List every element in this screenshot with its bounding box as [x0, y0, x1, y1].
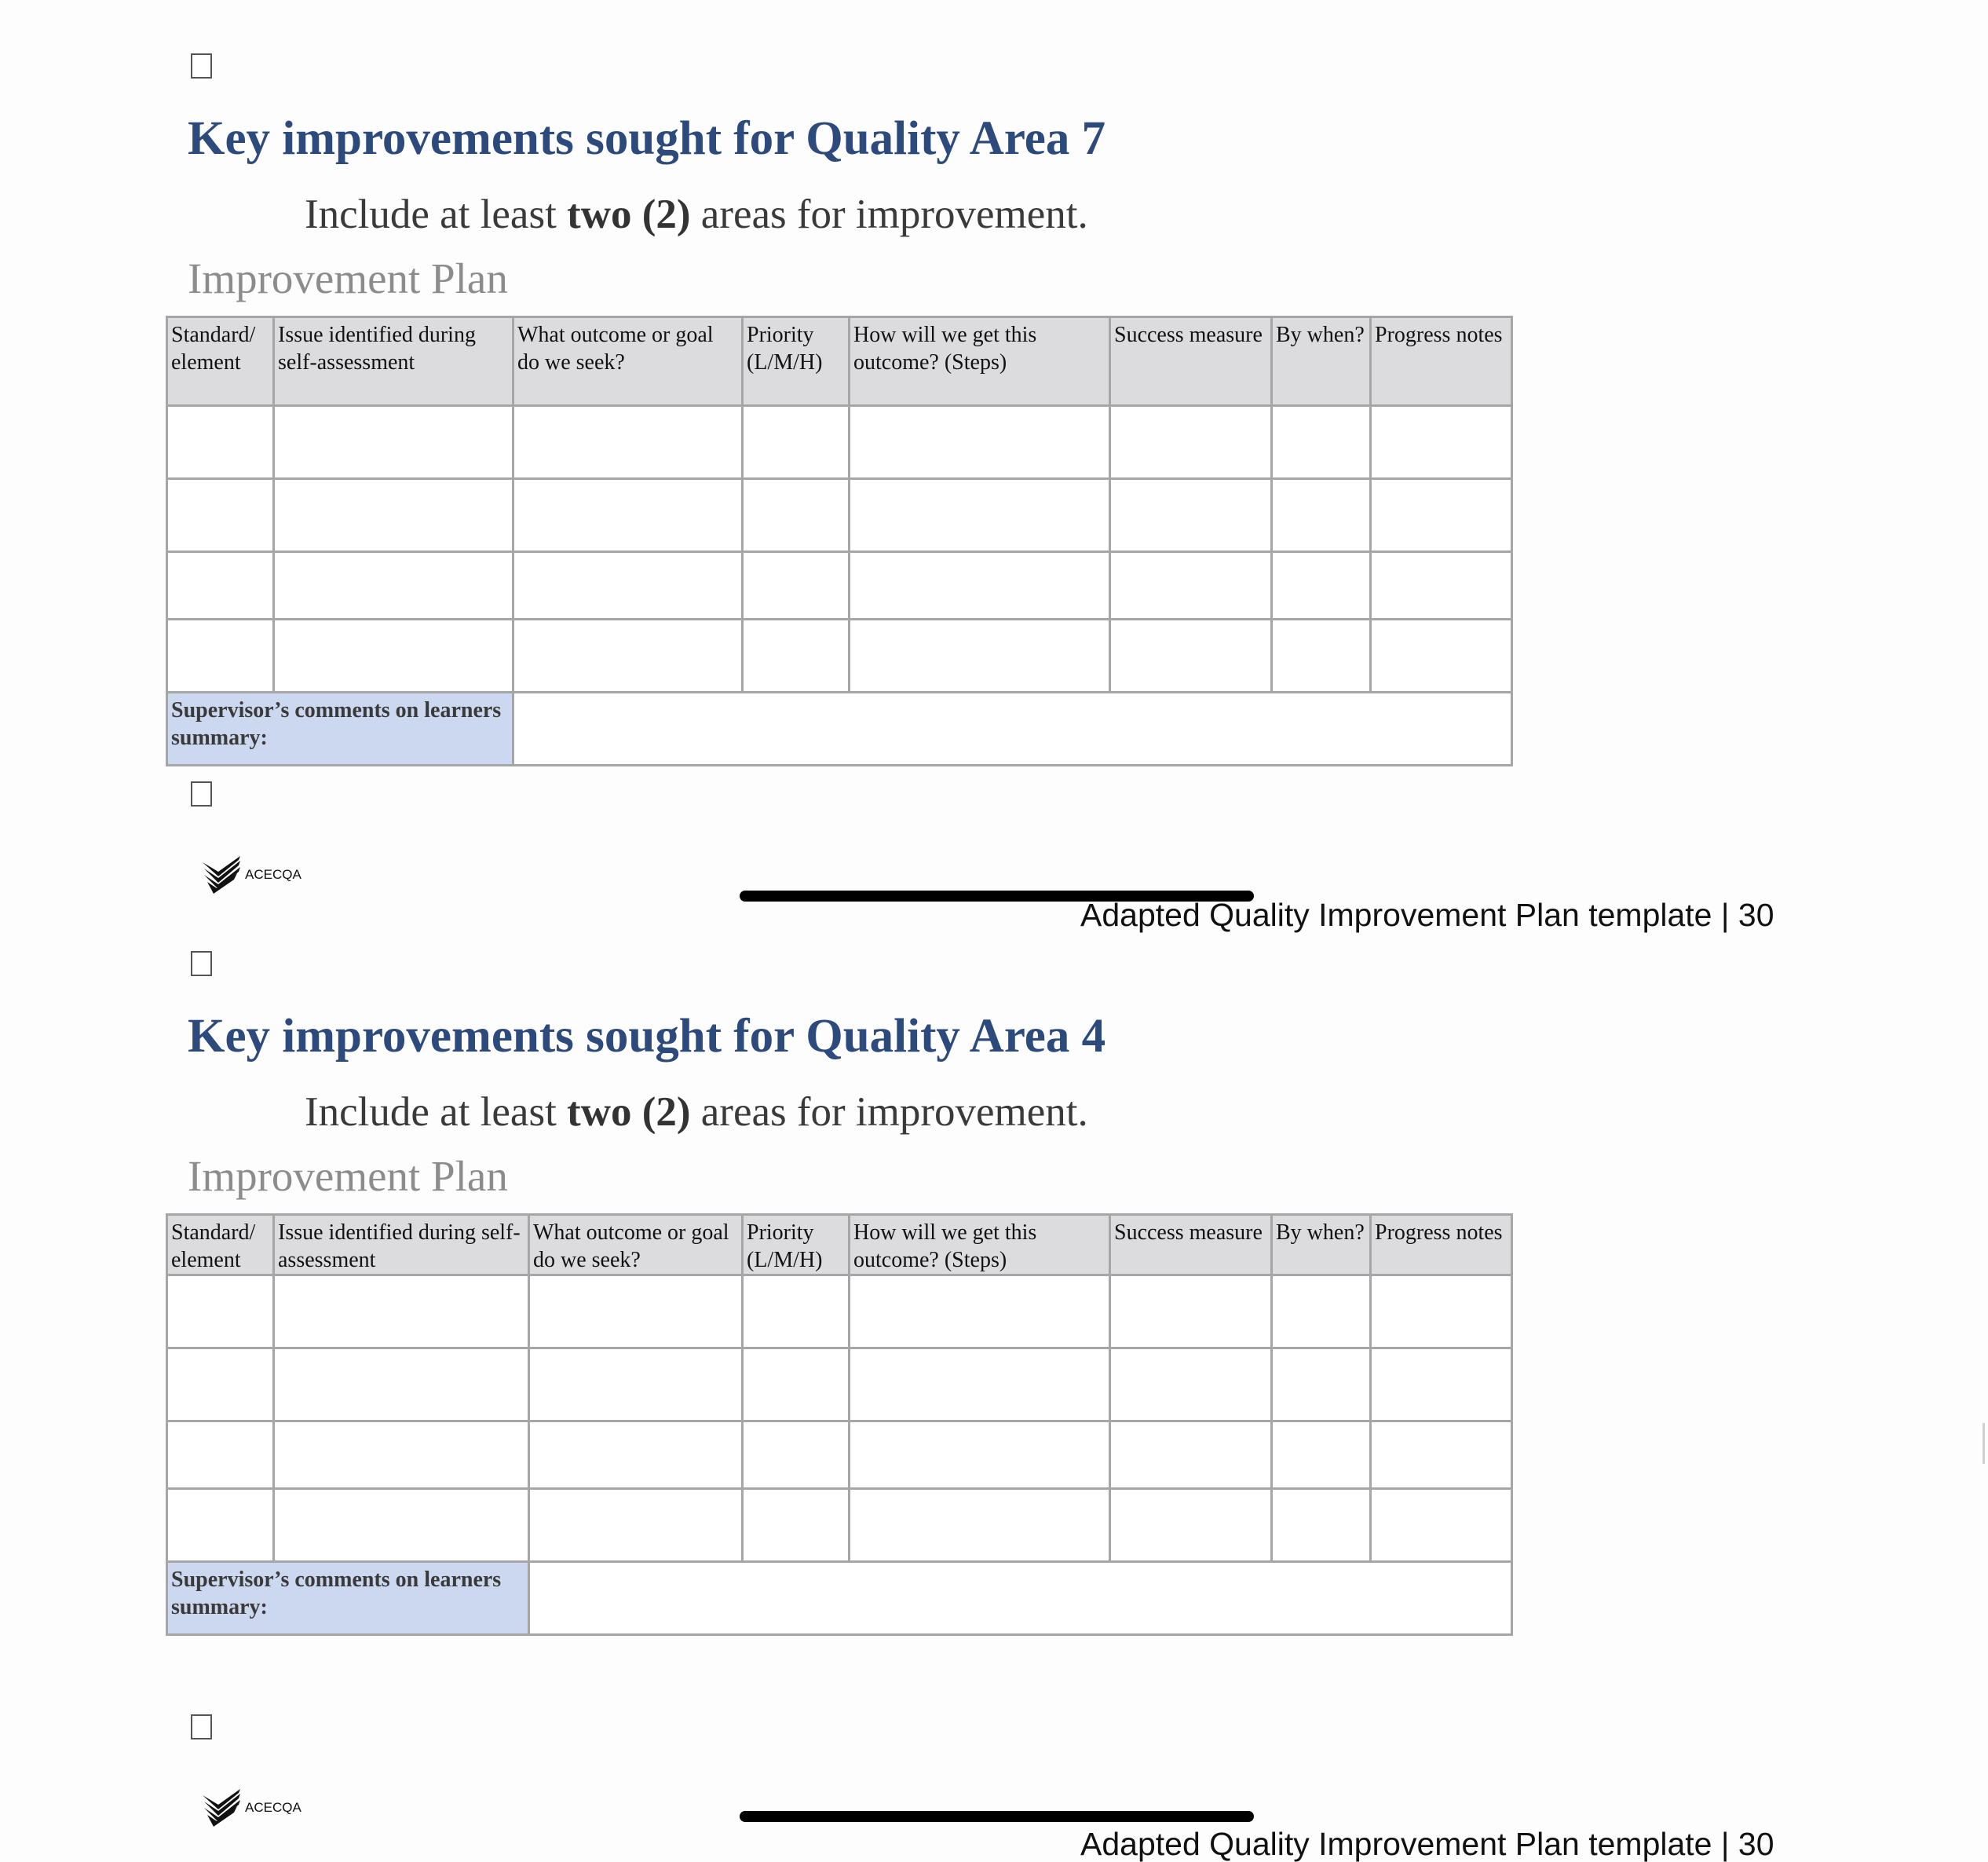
plan-heading: Improvement Plan	[188, 1152, 508, 1200]
table-cell[interactable]	[850, 406, 1110, 479]
instruction-post: areas for improvement.	[690, 1089, 1088, 1135]
table-cell[interactable]	[529, 1421, 743, 1489]
supervisor-comments-label: Supervisor’s comments on learners summary:	[167, 693, 513, 766]
footer-divider	[740, 1811, 1254, 1822]
table-cell[interactable]	[1272, 479, 1371, 552]
checkbox[interactable]	[191, 781, 212, 807]
table-cell[interactable]	[1110, 479, 1272, 552]
table-cell[interactable]	[1110, 406, 1272, 479]
table-cell[interactable]	[274, 552, 513, 620]
table-row	[167, 1489, 1512, 1562]
table-cell[interactable]	[1272, 620, 1371, 693]
table-cell[interactable]	[513, 552, 743, 620]
column-header: Issue identified during self-assessment	[274, 317, 513, 406]
table-cell[interactable]	[850, 1489, 1110, 1562]
table-cell[interactable]	[1110, 1421, 1272, 1489]
table-cell[interactable]	[167, 1421, 274, 1489]
table-cell[interactable]	[1110, 1348, 1272, 1421]
table-cell[interactable]	[1272, 406, 1371, 479]
table-cell[interactable]	[743, 552, 850, 620]
improvement-plan-table	[166, 1213, 1513, 1636]
plan-heading: Improvement Plan	[188, 254, 508, 302]
table-cell[interactable]	[850, 552, 1110, 620]
footer-text: Adapted Quality Improvement Plan template | 30	[1080, 897, 1774, 933]
column-header: Priority (L/M/H)	[743, 317, 850, 406]
table-cell[interactable]	[850, 1348, 1110, 1421]
table-cell[interactable]	[167, 406, 274, 479]
acecqa-logo	[203, 1789, 301, 1827]
table-row	[167, 1421, 1512, 1489]
column-header: Progress notes	[1371, 1215, 1512, 1275]
supervisor-comments-row	[167, 1562, 1512, 1635]
checkbox[interactable]	[191, 53, 212, 79]
column-header: Priority (L/M/H)	[743, 1215, 850, 1275]
table-cell[interactable]	[743, 479, 850, 552]
table-cell[interactable]	[743, 1348, 850, 1421]
column-header: Success measure	[1110, 1215, 1272, 1275]
supervisor-comments-field[interactable]	[529, 1562, 1512, 1635]
table-header-row	[167, 317, 1512, 406]
table-cell[interactable]	[850, 620, 1110, 693]
table-cell[interactable]	[274, 479, 513, 552]
table-cell[interactable]	[1371, 1348, 1512, 1421]
instruction-bold: two (2)	[567, 192, 691, 237]
table-cell[interactable]	[1371, 1275, 1512, 1348]
instruction-bold: two (2)	[567, 1089, 691, 1135]
column-header: Standard/ element	[167, 317, 274, 406]
checkbox[interactable]	[191, 1714, 212, 1739]
table-cell[interactable]	[1371, 1489, 1512, 1562]
supervisor-comments-field[interactable]	[513, 693, 1512, 766]
table-cell[interactable]	[1371, 479, 1512, 552]
column-header: By when?	[1272, 1215, 1371, 1275]
logo-text: ACECQA	[245, 867, 301, 882]
table-cell[interactable]	[167, 479, 274, 552]
table-cell[interactable]	[850, 1421, 1110, 1489]
table-cell[interactable]	[513, 406, 743, 479]
table-cell[interactable]	[1272, 1489, 1371, 1562]
table-cell[interactable]	[1272, 552, 1371, 620]
section-title: Key improvements sought for Quality Area 7	[188, 112, 1106, 165]
table-cell[interactable]	[1110, 552, 1272, 620]
column-header: What outcome or goal do we seek?	[529, 1215, 743, 1275]
table-cell[interactable]	[167, 552, 274, 620]
acecqa-logo	[203, 856, 301, 894]
table-cell[interactable]	[1371, 1421, 1512, 1489]
supervisor-comments-label: Supervisor’s comments on learners summary:	[167, 1562, 529, 1635]
table-cell[interactable]	[1110, 620, 1272, 693]
logo-text: ACECQA	[245, 1800, 301, 1815]
footer-text: Adapted Quality Improvement Plan template | 30	[1080, 1826, 1774, 1862]
table-cell[interactable]	[513, 479, 743, 552]
table-cell[interactable]	[743, 620, 850, 693]
table-row	[167, 1275, 1512, 1348]
table-cell[interactable]	[743, 1421, 850, 1489]
table-row	[167, 479, 1512, 552]
column-header: How will we get this outcome? (Steps)	[850, 1215, 1110, 1275]
instruction-pre: Include at least	[305, 192, 568, 237]
table-cell[interactable]	[274, 1489, 529, 1562]
table-cell[interactable]	[1272, 1348, 1371, 1421]
improvement-plan-table	[166, 316, 1513, 766]
scrollbar[interactable]	[1983, 1423, 1985, 1464]
table-cell[interactable]	[850, 479, 1110, 552]
table-cell[interactable]	[274, 406, 513, 479]
column-header: Success measure	[1110, 317, 1272, 406]
table-cell[interactable]	[529, 1348, 743, 1421]
column-header: What outcome or goal do we seek?	[513, 317, 743, 406]
table-cell[interactable]	[529, 1275, 743, 1348]
table-row	[167, 552, 1512, 620]
table-row	[167, 406, 1512, 479]
table-cell[interactable]	[274, 620, 513, 693]
table-row	[167, 620, 1512, 693]
column-header: Issue identified during self-assessment	[274, 1215, 529, 1275]
instruction-post: areas for improvement.	[690, 192, 1088, 237]
table-cell[interactable]	[1272, 1275, 1371, 1348]
section-title: Key improvements sought for Quality Area 4	[188, 1010, 1106, 1063]
table-row	[167, 1348, 1512, 1421]
table-cell[interactable]	[1272, 1421, 1371, 1489]
instruction-text	[305, 191, 1088, 238]
table-header-row	[167, 1215, 1512, 1275]
table-cell[interactable]	[743, 406, 850, 479]
table-cell[interactable]	[1371, 406, 1512, 479]
supervisor-comments-row	[167, 693, 1512, 766]
instruction-pre: Include at least	[305, 1089, 568, 1135]
table-cell[interactable]	[743, 1275, 850, 1348]
column-header: Progress notes	[1371, 317, 1512, 406]
column-header: By when?	[1272, 317, 1371, 406]
table-cell[interactable]	[1371, 552, 1512, 620]
acecqa-logo-icon	[203, 1789, 242, 1827]
table-cell[interactable]	[743, 1489, 850, 1562]
table-cell[interactable]	[850, 1275, 1110, 1348]
table-cell[interactable]	[167, 1275, 274, 1348]
table-cell[interactable]	[274, 1348, 529, 1421]
table-cell[interactable]	[167, 1489, 274, 1562]
table-cell[interactable]	[529, 1489, 743, 1562]
table-cell[interactable]	[513, 620, 743, 693]
table-cell[interactable]	[274, 1275, 529, 1348]
table-cell[interactable]	[167, 620, 274, 693]
table-cell[interactable]	[167, 1348, 274, 1421]
acecqa-logo-icon	[203, 856, 242, 894]
table-cell[interactable]	[1110, 1275, 1272, 1348]
column-header: Standard/ element	[167, 1215, 274, 1275]
instruction-text	[305, 1088, 1088, 1136]
table-cell[interactable]	[1371, 620, 1512, 693]
checkbox[interactable]	[191, 951, 212, 976]
column-header: How will we get this outcome? (Steps)	[850, 317, 1110, 406]
table-cell[interactable]	[274, 1421, 529, 1489]
table-cell[interactable]	[1110, 1489, 1272, 1562]
